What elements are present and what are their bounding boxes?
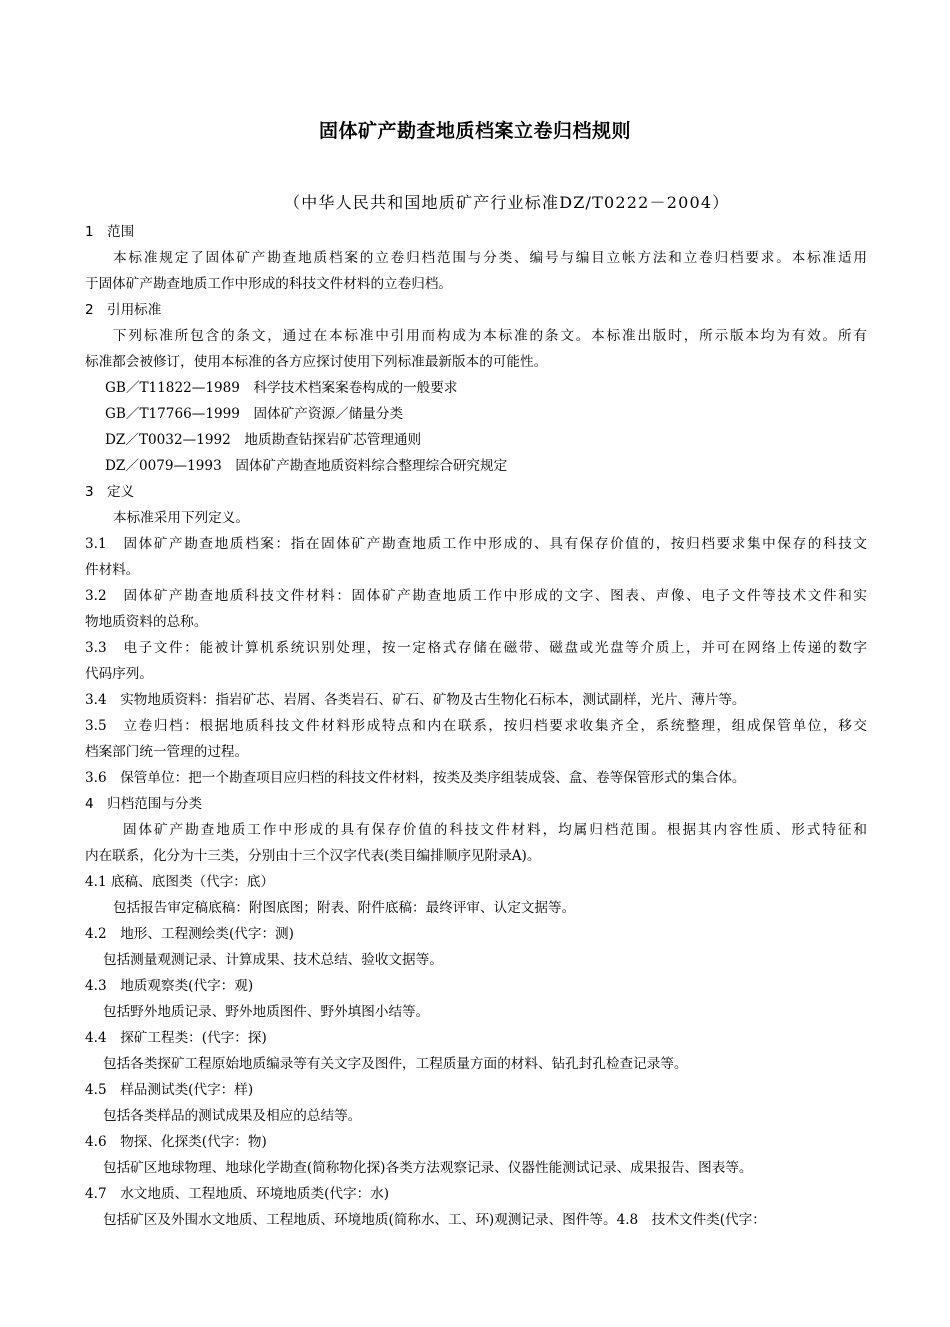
category-description: 包括野外地质记录、野外地质图件、野外填图小结等。 (103, 1004, 430, 1020)
category-heading: 4.2 地形、工程测绘类(代字：测) (85, 926, 294, 942)
definition-item: 3.1 固体矿产勘查地质档案：指在固体矿产勘查地质工作中形成的、具有保存价值的，按归档要求集中保存的科技文 (85, 536, 867, 552)
category-description: 包括矿区地球物理、地球化学勘查(简称物化探)各类方法观察记录、仪器性能测试记录、成果报告、图表等。 (103, 1160, 753, 1176)
paragraph: 标准都会被修订，使用本标准的各方应探讨使用下列标准最新版本的可能性。 (85, 354, 548, 370)
category-description: 包括各类样品的测试成果及相应的总结等。 (103, 1108, 362, 1124)
category-description: 包括各类探矿工程原始地质编录等有关文字及图件，工程质量方面的材料、钻孔封孔检查记录等。 (103, 1056, 688, 1072)
paragraph: 固体矿产勘查地质工作中形成的具有保存价值的科技文件材料，均属归档范围。根据其内容性质、形式特征和 (123, 822, 867, 838)
category-heading: 4.1 底稿、底图类（代字：底） (85, 874, 275, 890)
reference-item: DZ／0079—1993 固体矿产勘查地质资料综合整理综合研究规定 (105, 458, 508, 474)
section-heading-2: 2 引用标准 (85, 302, 162, 318)
category-heading: 4.6 物探、化探类(代字：物) (85, 1134, 267, 1150)
document-title: 固体矿产勘查地质档案立卷归档规则 (318, 120, 631, 142)
paragraph: 本标准规定了固体矿产勘查地质档案的立卷归档范围与分类、编号与编目立帐方法和立卷归档要求。本标准适用 (113, 250, 867, 266)
category-heading: 4.5 样品测试类(代字：样) (85, 1082, 254, 1098)
paragraph: 内在联系，化分为十三类，分别由十三个汉字代表(类目编排顺序见附录A)。 (85, 848, 541, 864)
definition-item: 3.2 固体矿产勘查地质科技文件材料：固体矿产勘查地质工作中形成的文字、图表、声像、电子文件等技术文件和实 (85, 588, 867, 604)
reference-item: DZ／T0032—1992 地质勘查钻探岩矿芯管理通则 (105, 432, 422, 448)
document-body (85, 219, 867, 1233)
definition-item: 3.4 实物地质资料：指岩矿芯、岩屑、各类岩石、矿石、矿物及古生物化石标本，测试副样，光片、薄片等。 (85, 692, 746, 708)
category-description: 包括测量观测记录、计算成果、技术总结、验收文据等。 (103, 952, 443, 968)
definition-item: 3.6 保管单位：把一个勘查项目应归档的科技文件材料，按类及类序组装成袋、盒、卷等保管形式的集合体。 (85, 770, 746, 786)
paragraph: 本标准采用下列定义。 (113, 510, 249, 526)
section-heading-3: 3 定义 (85, 484, 135, 500)
reference-item: GB／T17766—1999 固体矿产资源／储量分类 (105, 406, 404, 422)
definition-item: 3.5 立卷归档：根据地质科技文件材料形成特点和内在联系，按归档要求收集齐全，系统整理，组成保管单位，移交 (85, 718, 867, 734)
definition-item: 3.3 电子文件：能被计算机系统识别处理，按一定格式存储在磁带、磁盘或光盘等介质上，并可在网络上传递的数字 (85, 640, 867, 656)
definition-item-cont: 物地质资料的总称。 (85, 614, 208, 630)
category-heading: 4.4 探矿工程类：(代字：探) (85, 1030, 267, 1046)
section-heading-4: 4 归档范围与分类 (85, 796, 203, 812)
definition-item-cont: 档案部门统一管理的过程。 (85, 744, 249, 760)
section-heading-1: 1 范围 (85, 224, 135, 240)
paragraph: 于固体矿产勘查地质工作中形成的科技文件材料的立卷归档。 (85, 276, 453, 292)
document-subtitle: （中华人民共和国地质矿产行业标准DZ/T0222－2004） (284, 193, 730, 212)
definition-item-cont: 件材料。 (85, 562, 140, 578)
category-heading: 4.3 地质观察类(代字：观) (85, 978, 254, 994)
category-description: 包括矿区及外围水文地质、工程地质、环境地质(简称水、工、环)观测记录、图件等。4.8 技术文件类(代字： (103, 1212, 766, 1228)
definition-item-cont: 代码序列。 (85, 666, 153, 682)
category-heading: 4.7 水文地质、工程地质、环境地质类(代字：水) (85, 1186, 390, 1202)
category-description: 包括报告审定稿底稿：附图底图；附表、附件底稿：最终评审、认定文据等。 (113, 900, 576, 916)
paragraph: 下列标准所包含的条文，通过在本标准中引用而构成为本标准的条文。本标准出版时，所示版本均为有效。所有 (113, 328, 867, 344)
reference-item: GB／T11822—1989 科学技术档案案卷构成的一般要求 (105, 380, 458, 396)
